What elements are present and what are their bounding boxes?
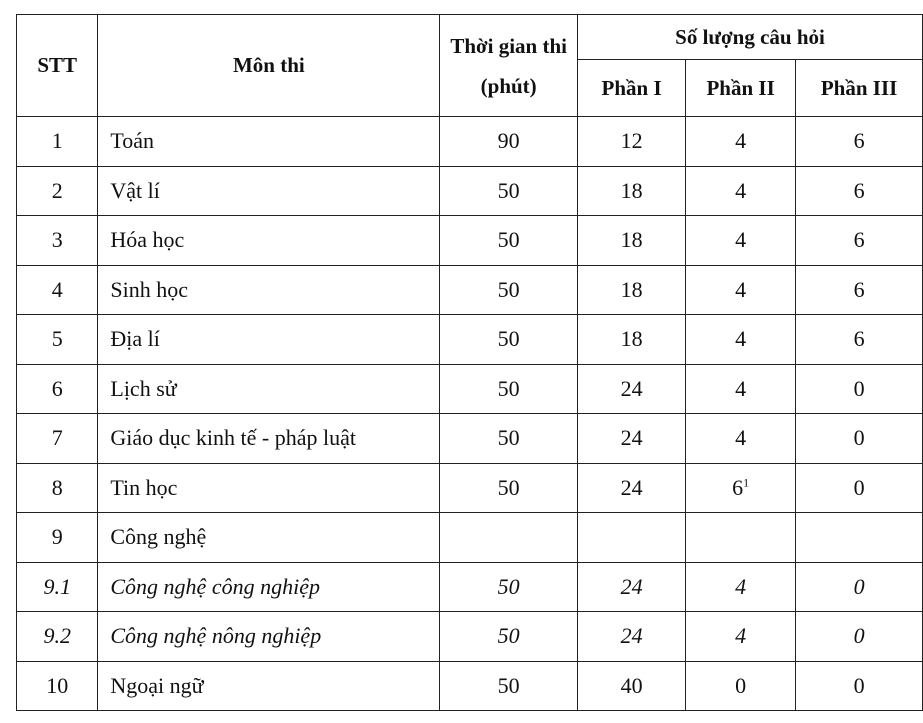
header-stt: STT xyxy=(17,15,98,117)
time-cell: 50 xyxy=(440,414,578,464)
phan2-cell: 4 xyxy=(686,612,796,662)
phan1-cell: 40 xyxy=(578,661,686,711)
footnote-marker: 1 xyxy=(743,475,750,490)
phan2-cell: 4 xyxy=(686,562,796,612)
stt-cell: 6 xyxy=(17,364,98,414)
phan3-cell: 0 xyxy=(796,364,923,414)
phan2-cell: 4 xyxy=(686,166,796,216)
subject-cell: Lịch sử xyxy=(98,364,440,414)
phan1-cell: 24 xyxy=(578,562,686,612)
table-row xyxy=(17,513,923,563)
stt-cell: 10 xyxy=(17,661,98,711)
phan1-cell: 18 xyxy=(578,166,686,216)
phan3-cell: 6 xyxy=(796,265,923,315)
subject-cell: Công nghệ nông nghiệp xyxy=(98,612,440,662)
phan3-cell: 6 xyxy=(796,315,923,365)
table-row xyxy=(17,315,923,365)
table-row xyxy=(17,166,923,216)
table-row xyxy=(17,265,923,315)
phan1-cell: 18 xyxy=(578,265,686,315)
header-phan1: Phần I xyxy=(578,60,686,117)
header-thoi-gian xyxy=(440,15,578,117)
table-row xyxy=(17,463,923,513)
header-row-1 xyxy=(17,15,923,60)
time-cell: 50 xyxy=(440,661,578,711)
phan1-cell: 24 xyxy=(578,612,686,662)
time-cell: 50 xyxy=(440,562,578,612)
table-row xyxy=(17,364,923,414)
phan3-cell: 0 xyxy=(796,463,923,513)
phan3-cell xyxy=(796,513,923,563)
header-thoi-gian-text: Thời gian thi (phút) xyxy=(450,33,567,98)
exam-table xyxy=(16,14,923,711)
subject-cell: Vật lí xyxy=(98,166,440,216)
phan1-cell: 24 xyxy=(578,463,686,513)
phan3-cell: 6 xyxy=(796,166,923,216)
subject-cell: Công nghệ xyxy=(98,513,440,563)
time-cell: 50 xyxy=(440,315,578,365)
subject-cell: Tin học xyxy=(98,463,440,513)
phan3-cell: 6 xyxy=(796,117,923,167)
subject-cell: Toán xyxy=(98,117,440,167)
phan2-cell: 4 xyxy=(686,315,796,365)
stt-cell: 8 xyxy=(17,463,98,513)
table-row xyxy=(17,612,923,662)
time-cell: 90 xyxy=(440,117,578,167)
table-row xyxy=(17,216,923,266)
phan3-cell: 0 xyxy=(796,562,923,612)
phan3-cell: 0 xyxy=(796,661,923,711)
phan2-cell: 4 xyxy=(686,265,796,315)
header-phan3: Phần III xyxy=(796,60,923,117)
phan1-cell: 18 xyxy=(578,315,686,365)
phan2-cell: $6^1$ xyxy=(686,463,796,513)
phan1-cell: 12 xyxy=(578,117,686,167)
phan3-cell: 0 xyxy=(796,612,923,662)
header-so-luong: Số lượng câu hỏi xyxy=(578,15,923,60)
time-cell xyxy=(440,513,578,563)
time-cell: 50 xyxy=(440,463,578,513)
stt-cell: 7 xyxy=(17,414,98,464)
time-cell: 50 xyxy=(440,612,578,662)
time-cell: 50 xyxy=(440,364,578,414)
phan1-cell: 24 xyxy=(578,364,686,414)
stt-cell: 3 xyxy=(17,216,98,266)
time-cell: 50 xyxy=(440,216,578,266)
phan3-cell: 0 xyxy=(796,414,923,464)
stt-cell: 4 xyxy=(17,265,98,315)
phan2-cell: 4 xyxy=(686,117,796,167)
header-phan2: Phần II xyxy=(686,60,796,117)
subject-cell: Sinh học xyxy=(98,265,440,315)
subject-cell: Hóa học xyxy=(98,216,440,266)
phan1-cell: 24 xyxy=(578,414,686,464)
table-row xyxy=(17,117,923,167)
stt-cell: 9.1 xyxy=(17,562,98,612)
stt-cell: 9.2 xyxy=(17,612,98,662)
stt-cell: 2 xyxy=(17,166,98,216)
phan2-cell: 0 xyxy=(686,661,796,711)
stt-cell: 1 xyxy=(17,117,98,167)
subject-cell: Giáo dục kinh tế - pháp luật xyxy=(98,414,440,464)
table-row xyxy=(17,562,923,612)
subject-cell: Công nghệ công nghiệp xyxy=(98,562,440,612)
phan2-cell: 4 xyxy=(686,364,796,414)
phan3-cell: 6 xyxy=(796,216,923,266)
phan2-cell: 4 xyxy=(686,216,796,266)
header-mon-thi: Môn thi xyxy=(98,15,440,117)
time-cell: 50 xyxy=(440,265,578,315)
subject-cell: Ngoại ngữ xyxy=(98,661,440,711)
time-cell: 50 xyxy=(440,166,578,216)
phan2-cell: 4 xyxy=(686,414,796,464)
phan1-cell: 18 xyxy=(578,216,686,266)
phan1-cell xyxy=(578,513,686,563)
table-row xyxy=(17,661,923,711)
stt-cell: 9 xyxy=(17,513,98,563)
subject-cell: Địa lí xyxy=(98,315,440,365)
stt-cell: 5 xyxy=(17,315,98,365)
table-row xyxy=(17,414,923,464)
phan2-cell xyxy=(686,513,796,563)
